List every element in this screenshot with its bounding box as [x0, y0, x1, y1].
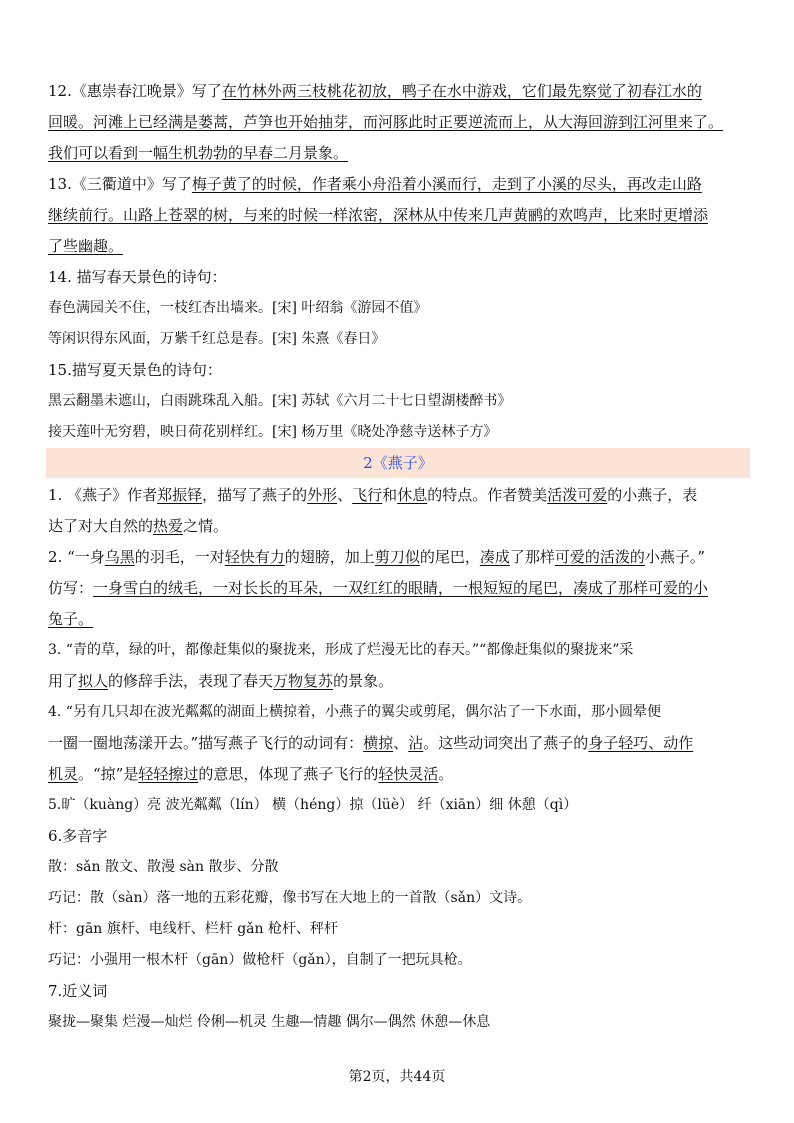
s14-heading: 14. 描写春天景色的诗句：	[48, 268, 227, 286]
s15-poem-2: 接天莲叶无穷碧，映日荷花别样红。[宋] 杨万里《晓处净慈寺送林子方》	[48, 424, 498, 440]
s14-poem-2: 等闲识得东风面，万紫千红总是春。[宋] 朱熹《春日》	[48, 331, 386, 347]
section-banner: 2《燕子》	[46, 448, 750, 478]
y1-line-1: 1. 《燕子》作者郑振铎，描写了燕子的外形、飞行和休息的特点。作者赞美活泼可爱的小燕子，表	[48, 486, 698, 504]
s13-line-3: 了些幽趣。	[48, 237, 124, 255]
y5-pinyin: 5.旷（kuàng）亮 波光粼粼（lín） 横（héng）掠（lüè） 纤（xiān）细 休憩（qì）	[48, 797, 578, 813]
s12-line-3: 我们可以看到一幅生机勃勃的早春二月景象。	[48, 144, 349, 162]
y4-line-2: 一圈一圈地荡漾开去。”描写燕子飞行的动词有：横掠、沾。这些动词突出了燕子的身子轻巧、动作	[48, 734, 694, 752]
y6-gan: 杆：gān 旗杆、电线杆、栏杆 gǎn 枪杆、秤杆	[48, 921, 338, 937]
s12-answer: 在竹林外两三枝桃花初放，鸭子在水中游戏，它们最先察觉了初春江水的	[221, 82, 702, 100]
y4-line-3: 机灵。“掠”是轻轻擦过的意思，体现了燕子飞行的轻快灵活。	[48, 765, 454, 783]
s13-line-1: 13.《三衢道中》写了梅子黄了的时候，作者乘小舟沿着小溪而行，走到了小溪的尽头，再改走山路	[48, 175, 702, 193]
page-number: 第2页，共44页	[348, 1069, 446, 1085]
s14-poem-1: 春色满园关不住，一枝红杏出墙来。[宋] 叶绍翁《游园不值》	[48, 300, 428, 316]
y7-synonyms: 聚拢—聚集 烂漫—灿烂 伶俐—机灵 生趣—情趣 偶尔—偶然 休憩—休息	[48, 1014, 491, 1030]
y6-san-tip: 巧记：散（sàn）落一地的五彩花瓣，像书写在大地上的一首散（sǎn）文诗。	[48, 890, 532, 906]
y2-imitation-end: 兔子。	[48, 610, 94, 628]
y6-gan-tip: 巧记：小强用一根木杆（gān）做枪杆（gǎn），自制了一把玩具枪。	[48, 952, 472, 968]
y2-line-1: 2. “一身乌黑的羽毛，一对轻快有力的翅膀，加上剪刀似的尾巴，凑成了那样可爱的活泼的小燕子。”	[48, 548, 706, 566]
y6-heading: 6.多音字	[48, 827, 108, 845]
y3-line-2: 用了拟人的修辞手法，表现了春天万物复苏的景象。	[48, 672, 394, 690]
s15-poem-1: 黑云翻墨未遮山，白雨跳珠乱入船。[宋] 苏轼《六月二十七日望湖楼醉书》	[48, 393, 512, 409]
y6-san: 散：sǎn 散文、散漫 sàn 散步、分散	[48, 859, 279, 875]
s15-heading: 15.描写夏天景色的诗句：	[48, 361, 222, 379]
s13-line-2: 继续前行。山路上苍翠的树，与来的时候一样浓密，深林从中传来几声黄鹂的欢鸣声，比来时更增添	[48, 206, 709, 224]
y1-line-2: 达了对大自然的热爱之情。	[48, 517, 229, 535]
document-page	[48, 76, 748, 1038]
y7-heading: 7.近义词	[48, 982, 108, 1000]
y2-imitation: 仿写：一身雪白的绒毛，一对长长的耳朵，一双红红的眼睛，一根短短的尾巴，凑成了那样可爱的小	[48, 579, 709, 597]
s12-line-1: 12.《惠崇春江晚景》写了在竹林外两三枝桃花初放，鸭子在水中游戏，它们最先察觉了初春江水的	[48, 82, 702, 100]
y4-line-1: 4. “另有几只却在波光粼粼的湖面上横掠着，小燕子的翼尖或剪尾，偶尔沾了一下水面，那小圆晕便	[48, 704, 661, 720]
y3-line-1: 3. “青的草，绿的叶，都像赶集似的聚拢来，形成了烂漫无比的春天。”“都像赶集似的聚拢来”采	[48, 642, 634, 658]
s12-line-2: 回暖。河滩上已经满是蒌蒿，芦笋也开始抽芽，而河豚此时正要逆流而上，从大海回游到江河里来了。	[48, 113, 724, 131]
